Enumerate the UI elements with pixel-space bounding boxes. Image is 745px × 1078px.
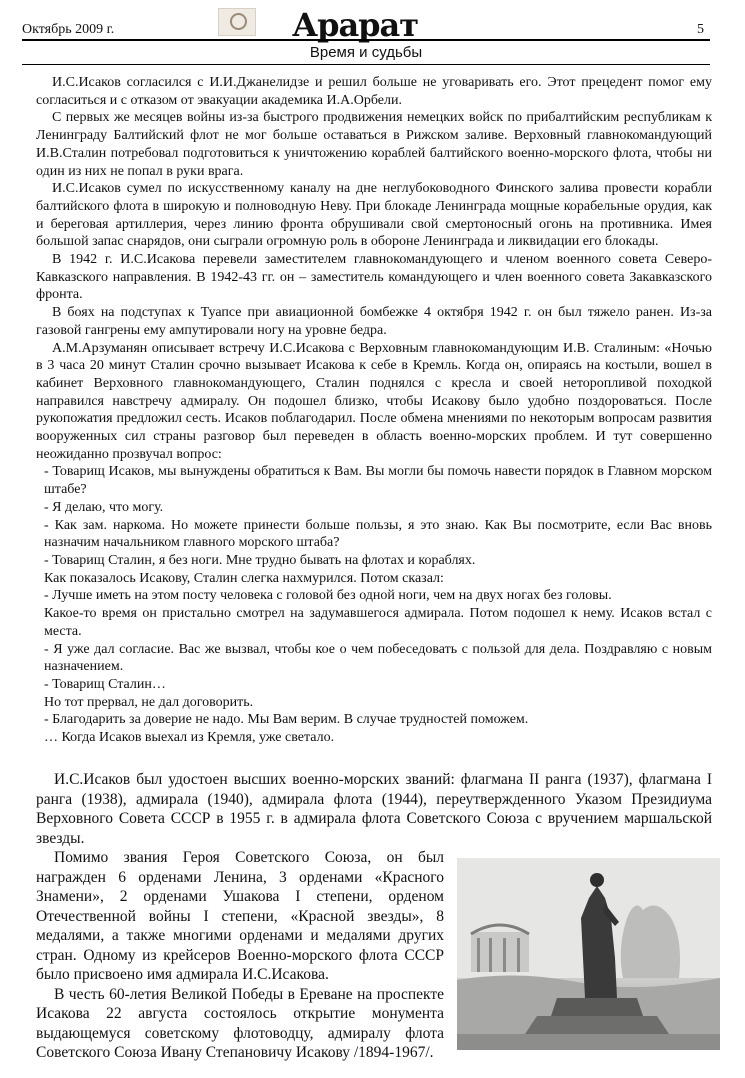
- dialogue-line: - Товарищ Исаков, мы вынуждены обратиться к Вам. Вы могли бы помочь навести порядок в Главном морском штабе?: [44, 464, 712, 498]
- paragraph: А.М.Арзуманян описывает встречу И.С.Исакова с Верховным главнокомандующим И.В. Сталиным: «Ночью в 3 часа 20 минут Сталин срочно вызывает Исакова к себе в Кремль. Когда он, опираясь на костыли, вошел в кабинет Верховного главнокомандующего, Сталин поднялся с кресла и своей неторопливой походкой направился навстречу адмиралу. Он подошел близко, чтобы Исакову было удобно поздороваться. После рукопожатия предложил сесть. Исаков поблагодарил. После обмена мнениями по некоторым вопросам развития вооруженных сил страны разговор был переведен в область военно-морских проблем. И тут совершенно неожиданно прозвучал вопрос:: [36, 340, 712, 462]
- article-upper: [36, 74, 712, 747]
- section-rule: [22, 64, 710, 65]
- dialogue-line: Как показалось Исакову, Сталин слегка нахмурился. Потом сказал:: [44, 570, 444, 586]
- emblem-icon: [218, 8, 256, 36]
- page-number: 5: [697, 22, 704, 37]
- dialogue-line: - Лучше иметь на этом посту человека с головой без одной ноги, чем на двух ногах без головы.: [44, 588, 612, 604]
- paragraph: И.С.Исаков был удостоен высших военно-морских званий: флагмана II ранга (1937), флагмана I ранга (1938), адмирала (1940), адмирала флота (1944), переутвержденного Указом Президиума Верховного Совета СССР в 1955 г. в адмирала флота Советского Союза с вручением маршальской звезды.: [36, 771, 712, 847]
- monument-illustration: [457, 858, 720, 1050]
- dialogue-line: … Когда Исаков выехал из Кремля, уже светало.: [44, 730, 335, 746]
- monument-photo: [457, 858, 720, 1050]
- paragraph: Помимо звания Героя Советского Союза, он был награжден 6 орденами Ленина, 3 орденами «Красного Знамени», 2 орденами Ушакова I степени, орденом Отечественной войны I степени, «Красной звезды», 8 медалями, а также многими орденами и медалями других стран. Одному из крейсеров Военно-морского флота СССР было присвоено имя адмирала И.С.Исакова.: [36, 849, 444, 983]
- dialogue-line: Но тот прервал, не дал договорить.: [44, 694, 254, 710]
- dialogue-line: - Я делаю, что могу.: [44, 499, 164, 515]
- issue-date: Октябрь 2009 г.: [22, 22, 115, 37]
- dialogue-line: - Благодарить за доверие не надо. Мы Вам верим. В случае трудностей поможем.: [44, 712, 529, 728]
- page-header: [22, 6, 710, 61]
- header-rule: [22, 39, 710, 41]
- newspaper-masthead: Арарат: [292, 6, 419, 44]
- paragraph: И.С.Исаков согласился с И.И.Джанелидзе и решил больше не уговаривать его. Этот прецедент помог ему согласиться и с отказом от эвакуации академика И.А.Орбели.: [36, 75, 712, 108]
- section-title: Время и судьбы: [309, 44, 423, 61]
- paragraph: В честь 60-летия Великой Победы в Ереване на проспекте Исакова 22 августа состоялось открытие монумента выдающемуся советскому флотоводцу, адмиралу флота Советского Союза Ивану Степановичу Исакову /1894-1967/.: [36, 985, 444, 1061]
- paragraph: И.С.Исаков сумел по искусственному каналу на дне неглубоководного Финского залива провести корабли балтийского флота в широкую и полноводную Неву. При блокаде Ленинграда мощные корабельные орудия, как и береговая артиллерия, через линию фронта обрушивали свой смертоносный огонь на противника. Имея большой запас снарядов, они сыграли огромную роль в обороне Ленинграда и ликвидации его блокады.: [36, 181, 712, 250]
- paragraph: В 1942 г. И.С.Исакова перевели заместителем главнокомандующего и членом военного совета Северо-Кавказского направления. В 1942-43 гг. он – заместитель командующего и член военного совета Закавказского фронта.: [36, 252, 712, 303]
- dialogue-line: - Товарищ Сталин, я без ноги. Мне трудно бывать на флотах и кораблях.: [44, 552, 476, 568]
- paragraph: С первых же месяцев войны из-за быстрого продвижения немецких войск по прибалтийским республикам к Ленинграду Балтийский флот не мог больше оставаться в Рижском заливе. Верховный главнокомандующий И.В.Сталин потребовал подготовиться к уничтожению кораблей балтийского военно-морского флота, чтобы ни один из них не попал в руки врага.: [36, 110, 712, 179]
- dialogue-line: - Товарищ Сталин…: [44, 676, 166, 692]
- dialogue-line: Какое-то время он пристально смотрел на задумавшегося адмирала. Потом подошел к нему. Исаков встал с места.: [44, 606, 712, 639]
- dialogue-line: - Я уже дал согласие. Вас же вызвал, чтобы кое о чем побеседовать с пользой для дела. Поздравляю с новым назначением.: [44, 641, 712, 675]
- paragraph: В боях на подступах к Туапсе при авиационной бомбежке 4 октября 1942 г. он был тяжело ранен. Из-за газовой гангрены ему ампутировали ногу на уровне бедра.: [36, 305, 712, 338]
- dialogue-line: - Как зам. наркома. Но можете принести больше пользы, я это знаю. Как Вы посмотрите, если Вас вновь назначим начальником главного морского штаба?: [44, 517, 712, 551]
